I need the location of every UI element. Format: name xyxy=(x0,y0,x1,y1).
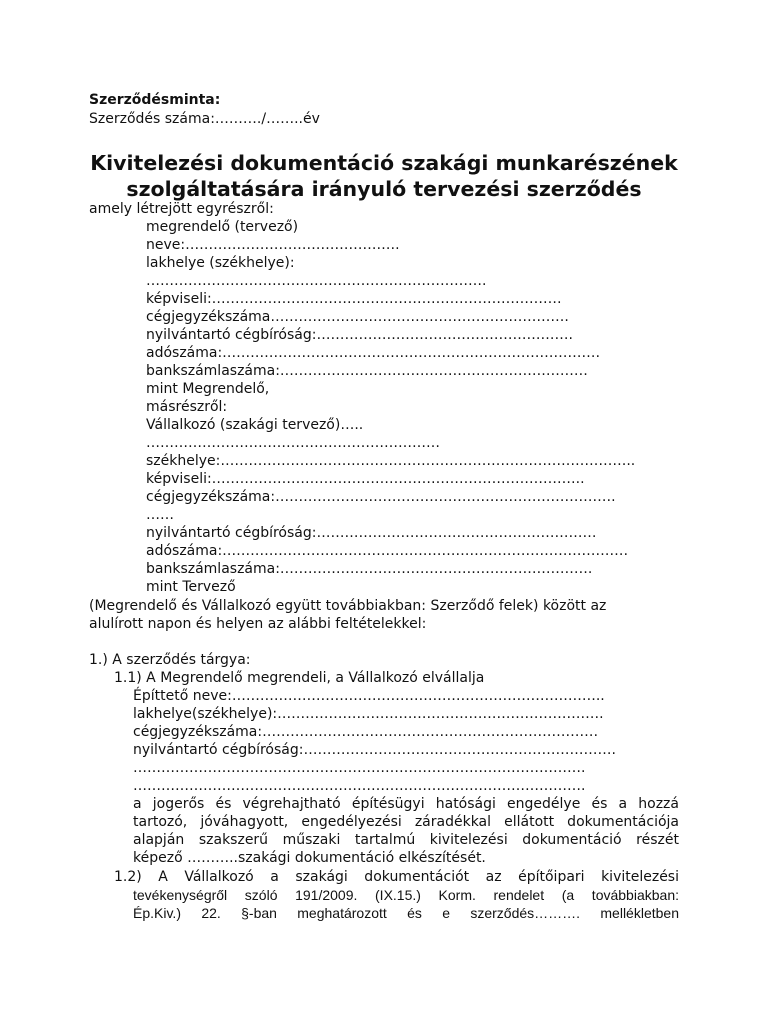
section-1-heading: 1.) A szerződés tárgya: xyxy=(89,652,251,668)
contractor-line: képviseli:…………………………………………………………………….. xyxy=(146,471,585,487)
client-line: lakhelye (székhelye): xyxy=(146,255,295,271)
contractor-line: ……………………………………………………… xyxy=(146,435,440,451)
builder-field: cégjegyzékszáma:……………………………………………………………… xyxy=(133,724,599,740)
parties-note-line: (Megrendelő és Vállalkozó együtt továbbiakban: Szerződő felek) között az xyxy=(89,598,607,614)
item-1-2-line: tevékenységről szóló 191/2009. (IX.15.) Korm. rendelet (a továbbiakban: xyxy=(133,887,679,903)
client-line: ………………………………………………………………. xyxy=(146,273,487,289)
item-1-2-line: Ép.Kiv.) 22. §-ban meghatározott és e szerződés………. mellékletben xyxy=(133,905,679,921)
contractor-line: Vállalkozó (szakági tervező)….. xyxy=(146,417,364,433)
client-line: megrendelő (tervező) xyxy=(146,219,299,235)
item-1-1-heading: 1.1) A Megrendelő megrendeli, a Vállalkozó elvállalja xyxy=(114,670,485,686)
parties-note-line: alulírott napon és helyen az alábbi feltételekkel: xyxy=(89,616,427,632)
client-line: képviseli:………………………………………………………………… xyxy=(146,291,562,307)
builder-field: ……………………………………………………………………………………. xyxy=(133,760,586,776)
paragraph-1-1-line: képező ………..szakági dokumentáció elkészítését. xyxy=(133,850,486,866)
builder-field: nyilvántartó cégbíróság:…………………………………………………………. xyxy=(133,742,616,758)
client-line: bankszámlaszáma:………………………………………………………… xyxy=(146,363,588,379)
client-line: cégjegyzékszáma………………………………………………………. xyxy=(146,309,569,325)
contractor-line: bankszámlaszáma:…………………………………………………………. xyxy=(146,561,593,577)
client-line: mint Megrendelő, xyxy=(146,381,270,397)
contractor-line: adószáma:…………………………………………………………………………… xyxy=(146,543,629,559)
contractor-line: székhelye:…………………………………………………………………………….. xyxy=(146,453,636,469)
contract-number-line: Szerződés száma:………./……..év xyxy=(89,111,320,127)
contractor-line: mint Tervező xyxy=(146,579,236,595)
builder-field: Építtető neve:…………………………………………………………………….. xyxy=(133,688,605,704)
contractor-line: cégjegyzékszáma:………………………………………………………………. xyxy=(146,489,616,505)
client-line: nyilvántartó cégbíróság:………………………………………………. xyxy=(146,327,573,343)
item-1-2-line: 1.2) A Vállalkozó a szakági dokumentációt az építőipari kivitelezési xyxy=(114,869,679,885)
document-title-line-2: szolgáltatására irányuló tervezési szerződés xyxy=(126,177,642,201)
builder-field: ……………………………………………………………………………………. xyxy=(133,778,586,794)
paragraph-1-1-line: tartozó, jóváhagyott, engedélyezési záradékkal ellátott dokumentációja xyxy=(133,814,679,830)
paragraph-1-1-line: a jogerős és végrehajtható építésügyi hatósági engedélye és a hozzá xyxy=(133,796,679,812)
sample-label: Szerződésminta: xyxy=(89,92,221,108)
client-line: adószáma:……………………………………………………………………… xyxy=(146,345,601,361)
paragraph-1-1-line: alapján szakszerű műszaki tartalmú kivitelezési dokumentáció részét xyxy=(133,832,679,848)
client-line: másrészről: xyxy=(146,399,228,415)
document-title-line-1: Kivitelezési dokumentáció szakági munkarészének xyxy=(90,151,678,175)
contractor-line: …… xyxy=(146,507,174,523)
builder-field: lakhelye(székhelye):……………………………………………………………. xyxy=(133,706,604,722)
intro-line: amely létrejött egyrészről: xyxy=(89,201,274,217)
client-line: neve:………………………………………. xyxy=(146,237,400,253)
contractor-line: nyilvántartó cégbíróság:…………………………………………………… xyxy=(146,525,597,541)
